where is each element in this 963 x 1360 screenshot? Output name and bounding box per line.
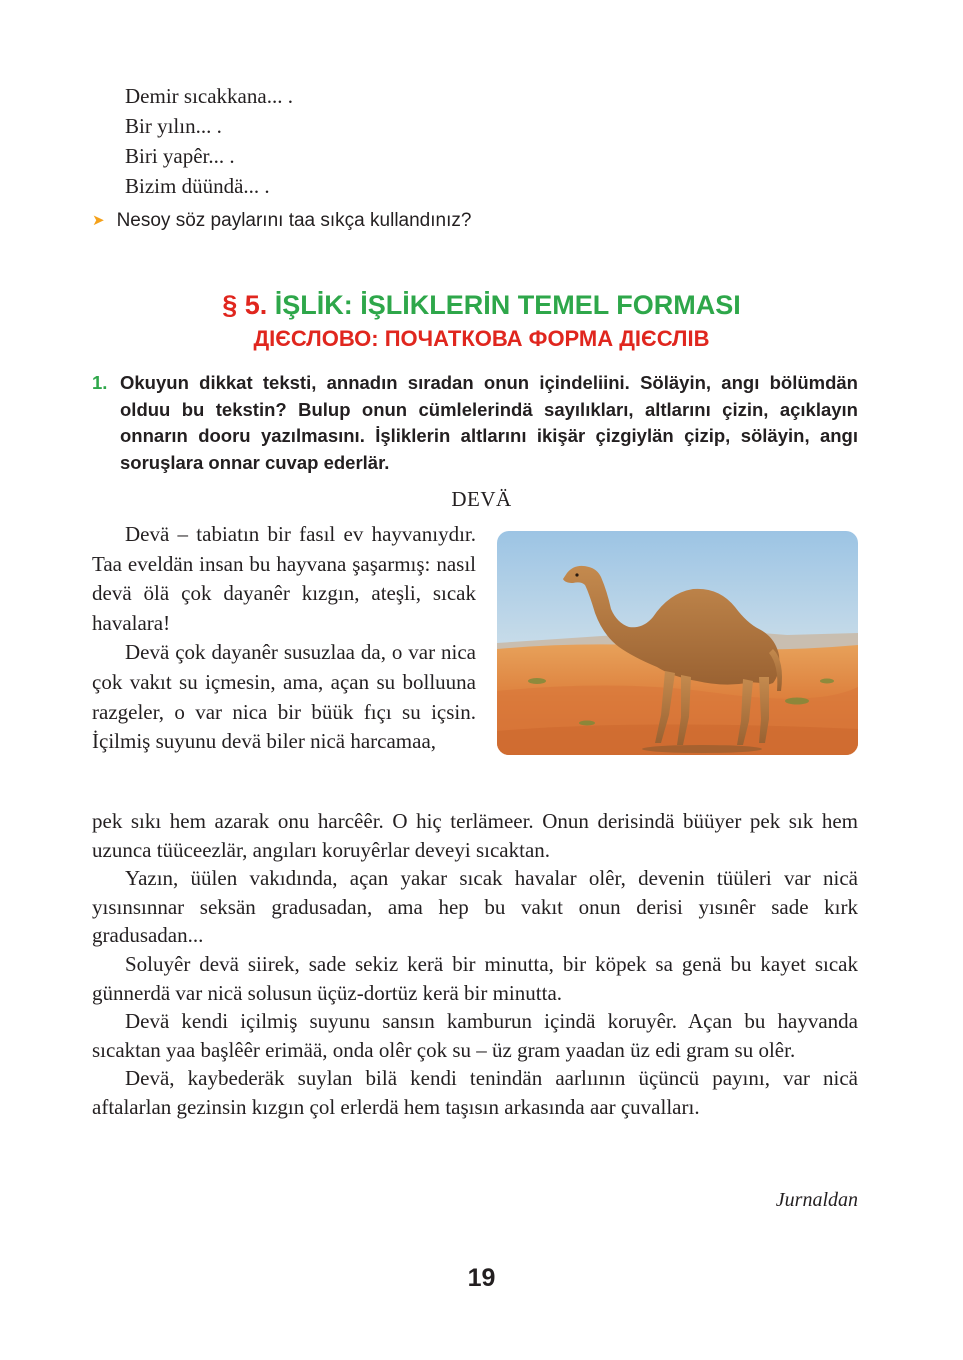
intro-line: Biri yapêr... . (125, 144, 235, 168)
task (92, 370, 858, 476)
story-paragraph-continuation: pek sıkı hem azarak onu harcêêr. O hiç terlämeer. Onun derisindä büüyer pek sık hem uzunca tüüceezlär, angıları koruyêrlar deveyi sıcaktan. (92, 809, 858, 862)
question-text: Nesoy söz paylarını taa sıkça kullandınız? (116, 210, 472, 231)
task-text: Okuyun dikkat teksti, annadın sıradan onun içindeliini. Söläyin, angı bölümdän olduu bu tekstin? Bulup onun cümlelerindä sayılıkları, altlarını çizin, açıklayın onnarın dooru yazılmasını. İşliklerin altlarını ikişär çizgiylän çizip, söläyin, angı soruşlara onnar cuvap ederlär. (120, 372, 858, 473)
task-number: 1. (92, 372, 108, 393)
arrow-bullet-icon: ➤ (92, 212, 105, 229)
story-text-beside-image (92, 520, 476, 757)
camel-desert-photo (497, 531, 858, 755)
section-title-text: İŞLİK: İŞLİKLERİN TEMEL FORMASI (274, 290, 741, 320)
section-subtitle: ДІЄСЛОВО: ПОЧАТКОВА ФОРМА ДІЄСЛІВ (253, 326, 710, 351)
story-paragraph: Yazın, üülen vakıdında, açan yakar sıcak havalar olêr, devenin tüüleri var nicä yısınsınnar seksän gradusadan, ama hep bu vakıt onun derisi yısınêr sade kırk gradusadan... (92, 866, 858, 948)
question (92, 208, 471, 235)
intro-lines (125, 81, 293, 201)
intro-line: Bizim düündä... . (125, 174, 270, 198)
story-source: Jurnaldan (775, 1189, 858, 1211)
story-title: DEVÄ (451, 487, 512, 511)
section-mark: § 5. (222, 290, 268, 320)
story-paragraph: Soluyêr devä siirek, sade sekiz kerä bir minutta, bir köpek sa genä bu kayet sıcak günnerdä var nicä solusun üçüz-dortüz kerä bir minutta. (92, 951, 858, 1005)
page-number: 19 (467, 1264, 496, 1292)
story-paragraph: Devä kendi içilmiş suyunu sansın kamburun içindä koruyêr. Açan bu hayvanda sıcaktan yaa başlêêr erimää, onda olêr çok su – üz gram yaadan üz edi gram su olêr. (92, 1009, 858, 1062)
intro-line: Bir yılın... . (125, 114, 222, 138)
intro-line: Demir sıcakkana... . (125, 84, 293, 108)
story-paragraph: Devä, kaybederäk suylan bilä kendi tenindän aarlıının üçüncü payını, var nicä aftalarlan gezinsin kızgın çol erlerdä hem taşısın arkasında aar çuvalları. (92, 1066, 858, 1119)
story-text-full-width (92, 807, 858, 1122)
story-paragraph: Devä çok dayanêr susuzlaa da, o var nica çok vakıt su içmesin, ama, açan su bolluuna razgeler, o var nica bir büük fıçı su içsin. İçilmiş suyunu devä biler nicä harcamaa, (92, 640, 476, 754)
section-heading (0, 286, 963, 354)
story-paragraph: Devä – tabiatın bir fasıl ev hayvanıydır. Taa eveldän insan bu hayvana şaşarmış: nasıl devä ölä çok dayanêr kızgın, ateşli, sıcak havalara! (92, 522, 476, 635)
section-title (0, 286, 963, 324)
